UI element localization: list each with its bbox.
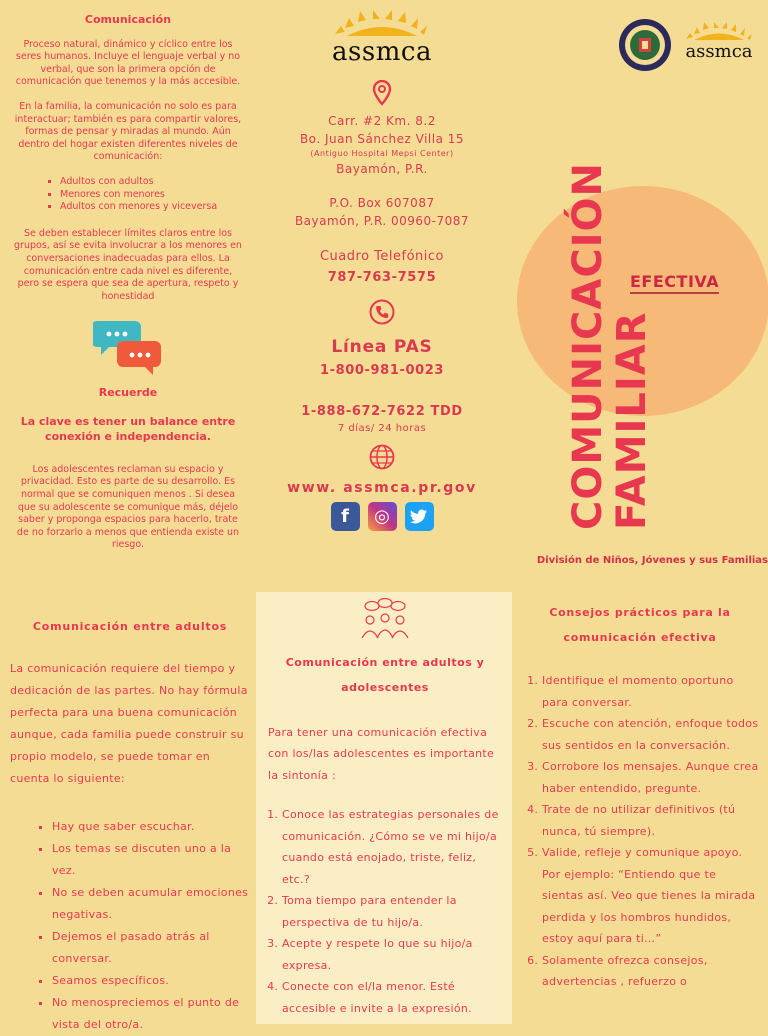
limits-paragraph: Se deben establecer límites claros entre los grupos, así se evita involucrar a los menores en conversaciones inadecuadas para ellos. La comunicación entre cada nivel es diferente, pero se espera que sea de apertura, respeto y honestidad bbox=[14, 227, 242, 302]
section-intro: Para tener una comunicación efectiva con los/las adolescentes es importante la sintonía : bbox=[268, 725, 495, 782]
group-chat-icon bbox=[268, 598, 502, 650]
sun-rays-icon bbox=[680, 22, 758, 40]
list-item: 6. Solamente ofrezca consejos, advertencias , refuerzo o bbox=[542, 950, 760, 993]
logo-wordmark: assmca bbox=[332, 37, 432, 67]
title-line-2: FAMILIAR bbox=[609, 311, 655, 530]
list-item: 1. Conoce las estrategias personales de comunicación. ¿Cómo se ve mi hijo/a cuando está enojado, triste, feliz, etc.? bbox=[282, 804, 502, 890]
chat-bubbles-icon bbox=[93, 315, 163, 377]
adults-teens-section bbox=[268, 598, 502, 1019]
tdd-phone[interactable]: 1-888-672-7622 TDD bbox=[301, 404, 463, 419]
title-line-1: COMUNICACIÓN bbox=[565, 161, 611, 530]
address-line: Carr. #2 Km. 8.2 bbox=[328, 114, 436, 128]
facebook-icon[interactable]: f bbox=[331, 502, 360, 531]
recuerde-heading: Recuerde bbox=[98, 386, 158, 400]
levels-list bbox=[12, 176, 244, 214]
tips-list bbox=[520, 670, 760, 993]
list-item: ▪ Dejemos el pasado atrás al conversar. bbox=[52, 926, 250, 970]
website-link[interactable]: www. assmca.pr.gov bbox=[287, 480, 477, 496]
sun-rays-icon bbox=[327, 10, 437, 36]
list-item: ▪ Hay que saber escuchar. bbox=[52, 816, 250, 838]
twitter-icon[interactable] bbox=[405, 502, 434, 531]
list-item: ▪ Adultos con adultos bbox=[60, 176, 244, 189]
section-heading: Comunicación entre adultos y adolescentes bbox=[285, 655, 485, 694]
brochure-title bbox=[566, 90, 666, 530]
list-item: ▪ Seamos específicos. bbox=[52, 970, 250, 992]
list-item: ▪ Adultos con menores y viceversa bbox=[60, 201, 244, 214]
left-panel bbox=[12, 10, 244, 564]
switchboard-label: Cuadro Telefónico bbox=[319, 249, 444, 264]
switchboard-phone[interactable]: 787-763-7575 bbox=[327, 270, 437, 285]
adults-communication-section bbox=[10, 616, 250, 1036]
section-heading: Consejos prácticos para la comunicación efectiva bbox=[549, 606, 731, 644]
address-line: Bayamón, P.R. bbox=[336, 162, 428, 176]
linea-pas-phone[interactable]: 1-800-981-0023 bbox=[319, 363, 445, 378]
list-item: 4. Trate de no utilizar definitivos (tú nunca, tú siempre). bbox=[542, 799, 760, 842]
social-icons bbox=[262, 502, 502, 531]
list-item: 2. Toma tiempo para entender la perspectiva de tu hijo/a. bbox=[282, 890, 502, 933]
key-message: La clave es tener un balance entre conexión e independencia. bbox=[20, 414, 236, 443]
location-pin-icon bbox=[262, 80, 502, 110]
list-item: ▪ Menores con menores bbox=[60, 189, 244, 202]
list-item: 3. Acepte y respete lo que su hijo/a expresa. bbox=[282, 933, 502, 976]
list-item: 2. Escuche con atención, enfoque todos sus sentidos en la conversación. bbox=[542, 713, 760, 756]
division-name: División de Niños, Jóvenes y sus Familias bbox=[536, 555, 768, 566]
list-item: 1. Identifique el momento oportuno para conversar. bbox=[542, 670, 760, 713]
comunicacion-definition: Proceso natural, dinámico y cíclico entre los seres humanos. Incluye el lenguaje verbal y no verbal, que son la primera opción de comunicación que tenemos y la más accesible. bbox=[15, 38, 241, 88]
tips-list bbox=[10, 816, 250, 1036]
address-line: Bo. Juan Sánchez Villa 15 bbox=[299, 132, 465, 146]
section-intro: La comunicación requiere del tiempo y dedicación de las partes. No hay fórmula perfecta para una buena comunicación aunque, cada familia puede construir su propio modelo, se puede tomar en cuenta lo siguiente: bbox=[10, 662, 248, 785]
list-item: 3. Corrobore los mensajes. Aunque crea haber entendido, pregunte. bbox=[542, 756, 760, 799]
comunicacion-heading: Comunicación bbox=[84, 13, 172, 26]
tips-list bbox=[268, 804, 502, 1019]
linea-pas-label: Línea PAS bbox=[331, 337, 433, 357]
logo-wordmark: assmca bbox=[685, 41, 753, 62]
address-note: (Antiguo Hospital Mepsi Center) bbox=[310, 149, 454, 158]
list-item: 4. Conecte con el/la menor. Esté accesible e invite a la expresión. bbox=[282, 976, 502, 1019]
assmca-logo bbox=[327, 10, 437, 67]
contact-panel bbox=[262, 10, 502, 531]
address-block bbox=[262, 112, 502, 230]
po-box-line: Bayamón, P.R. 00960-7087 bbox=[294, 214, 470, 228]
adolescents-paragraph: Los adolescentes reclaman su espacio y privacidad. Esto es parte de su desarrollo. Es normal que se comuniquen menos . Si desea que su adolescente se comunique más, déjelo saber y proponga espacios para hacerlo, trate de no forzarlo a menos que entienda existe un riesgo. bbox=[16, 463, 240, 551]
list-item: ▪ No se deben acumular emociones negativas. bbox=[52, 882, 250, 926]
globe-icon bbox=[262, 444, 502, 474]
puerto-rico-seal bbox=[618, 18, 672, 72]
phone-icon bbox=[262, 299, 502, 329]
hours-text: 7 días/ 24 horas bbox=[337, 423, 427, 434]
family-paragraph: En la familia, la comunicación no solo es para interactuar; también es para compartir valores, formas de pensar y miradas al mundo. Aún dentro del hogar existen diferentes niveles de comunicación: bbox=[14, 100, 242, 163]
efectiva-label: EFECTIVA bbox=[630, 272, 719, 294]
list-item: ▪ No menospreciemos el punto de vista del otro/a. bbox=[52, 992, 250, 1036]
practical-tips-section bbox=[520, 600, 760, 993]
section-heading: Comunicación entre adultos bbox=[32, 620, 228, 633]
list-item: ▪ Los temas se discuten uno a la vez. bbox=[52, 838, 250, 882]
po-box-line: P.O. Box 607087 bbox=[329, 196, 435, 210]
instagram-icon[interactable]: ◎ bbox=[368, 502, 397, 531]
list-item: 5. Valide, refleje y comunique apoyo. Por ejemplo: “Entiendo que te sientas así. Veo que tienes la mirada perdida y los hombros hundidos, estoy aquí para ti…” bbox=[542, 842, 760, 950]
assmca-logo-small bbox=[680, 22, 758, 60]
